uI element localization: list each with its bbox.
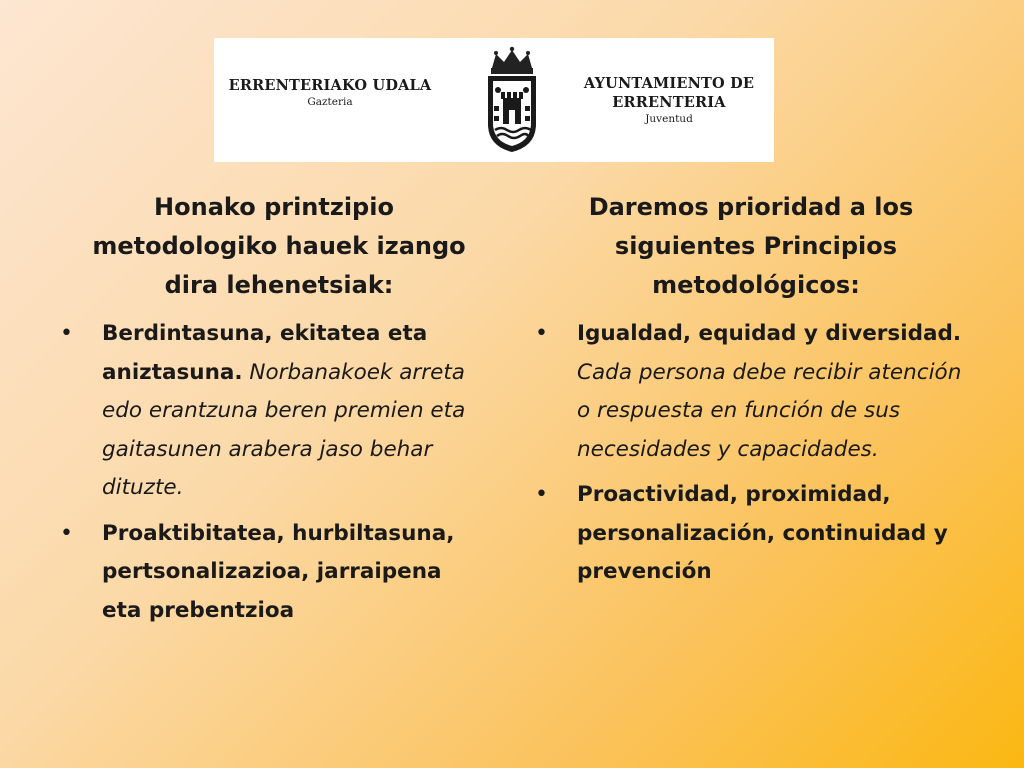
logo-left-title: ERRENTERIAKO UDALA [228,77,432,94]
coat-of-arms-icon [482,46,542,154]
spanish-heading-line-1: Daremos prioridad a los [588,193,914,221]
logo-right-title-line-1: AYUNTAMIENTO DE [583,75,755,92]
basque-heading-line-1: Honako printzipio [154,193,394,221]
basque-heading-line-2: metodologiko hauek izango [92,232,466,260]
logo-left-text [220,76,440,109]
basque-heading-line-3: dira lehenetsiak: [164,271,394,299]
spanish-heading-line-2: siguientes Principios [614,232,898,260]
spanish-heading-line-3: metodológicos: [652,271,860,299]
bullet-bold-text: Igualdad, equidad y diversidad. [577,321,962,346]
logo-right-subtitle: Juventud [645,113,693,125]
logo-right-text [574,74,764,126]
spanish-bullet-list [535,315,967,592]
spanish-column [535,188,967,599]
bullet-bold-text: Proaktibitatea, hurbiltasuna, pertsonalizazioa, jarraipena eta prebentzioa [102,520,455,623]
logo-left-subtitle: Gazteria [307,96,353,108]
bullet-bold-text: Proactividad, proximidad, personalización, continuidad y prevención [577,482,948,584]
bullet-icon: • [535,321,548,346]
spanish-heading [535,188,967,305]
bullet-italic-text: Norbanakoek arreta edo erantzuna beren premien eta gaitasunen arabera jaso behar dituzte. [102,359,466,500]
basque-bullet-list [60,315,488,630]
bullet-italic-text: Cada persona debe recibir atención o respuesta en función de sus necesidades y capacidades. [577,359,962,462]
basque-heading [60,188,488,305]
list-item [535,315,967,469]
bullet-icon: • [60,321,73,346]
logo-right-title-line-2: ERRENTERIA [612,94,726,111]
list-item [60,315,488,508]
bullet-icon: • [535,482,548,507]
list-item [535,476,967,592]
list-item [60,515,488,631]
basque-column [60,188,488,637]
bullet-icon: • [60,520,73,546]
logo-banner [214,38,774,162]
bullet-bold-text: Berdintasuna, ekitatea eta aniztasuna. [102,321,428,385]
